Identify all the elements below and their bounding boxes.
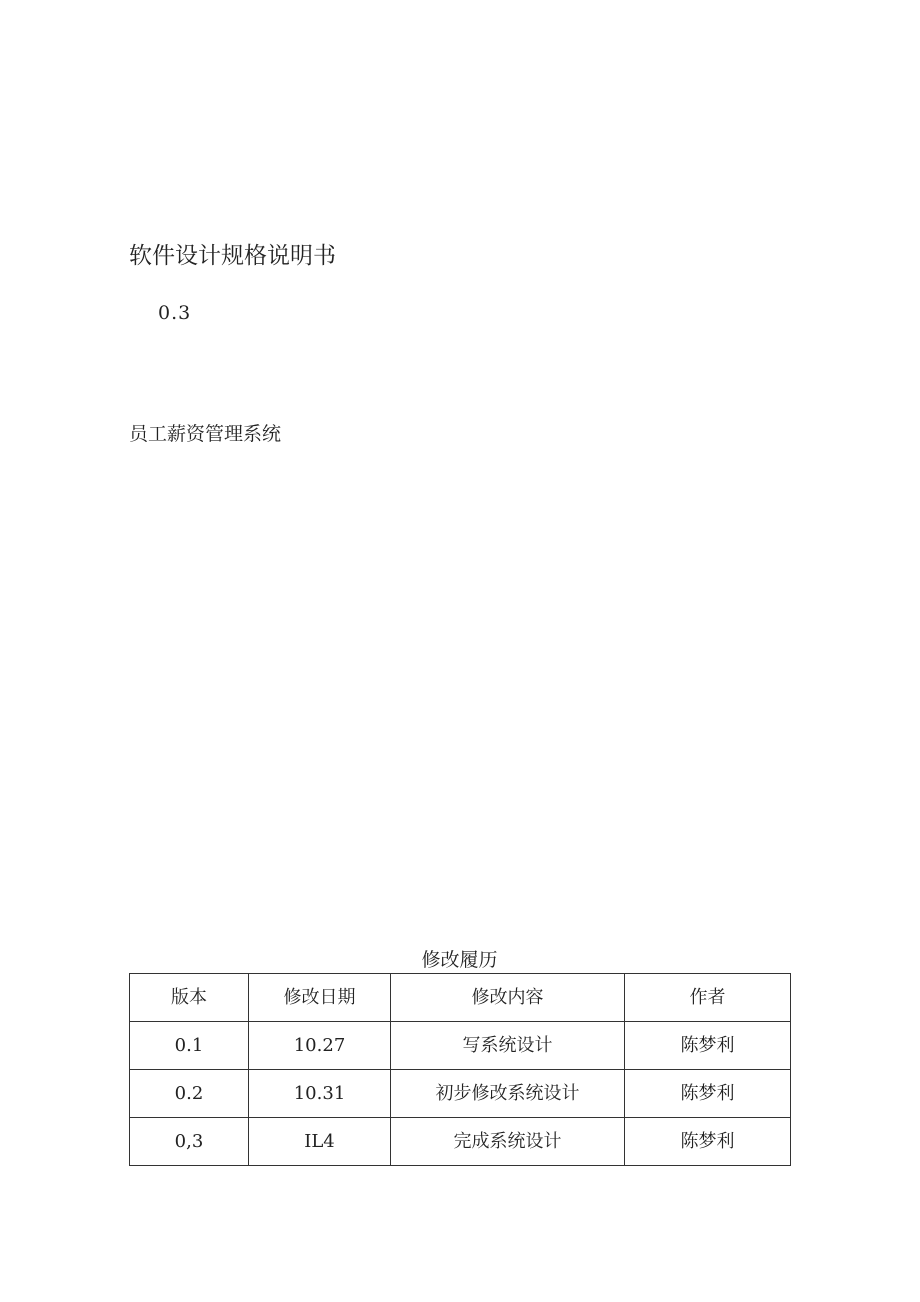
cell-date: IL4 bbox=[249, 1118, 391, 1166]
document-version: 0.3 bbox=[158, 302, 192, 324]
cell-content: 完成系统设计 bbox=[391, 1118, 625, 1166]
cell-content: 写系统设计 bbox=[391, 1022, 625, 1070]
header-version: 版本 bbox=[130, 974, 249, 1022]
cell-content: 初步修改系统设计 bbox=[391, 1070, 625, 1118]
revision-history-table bbox=[129, 973, 791, 1166]
header-author: 作者 bbox=[625, 974, 791, 1022]
header-date: 修改日期 bbox=[249, 974, 391, 1022]
cell-version: 0,3 bbox=[130, 1118, 249, 1166]
header-content: 修改内容 bbox=[391, 974, 625, 1022]
history-caption: 修改履历 bbox=[421, 949, 498, 971]
cell-version: 0.1 bbox=[130, 1022, 249, 1070]
table-row bbox=[130, 1070, 791, 1118]
cell-author: 陈梦利 bbox=[625, 1022, 791, 1070]
cell-date: 10.31 bbox=[249, 1070, 391, 1118]
cell-author: 陈梦利 bbox=[625, 1070, 791, 1118]
system-name: 员工薪资管理系统 bbox=[129, 423, 282, 445]
document-title: 软件设计规格说明书 bbox=[129, 243, 336, 269]
cell-author: 陈梦利 bbox=[625, 1118, 791, 1166]
table-row bbox=[130, 1118, 791, 1166]
cell-version: 0.2 bbox=[130, 1070, 249, 1118]
table-row bbox=[130, 1022, 791, 1070]
table-header-row bbox=[130, 974, 791, 1022]
cell-date: 10.27 bbox=[249, 1022, 391, 1070]
